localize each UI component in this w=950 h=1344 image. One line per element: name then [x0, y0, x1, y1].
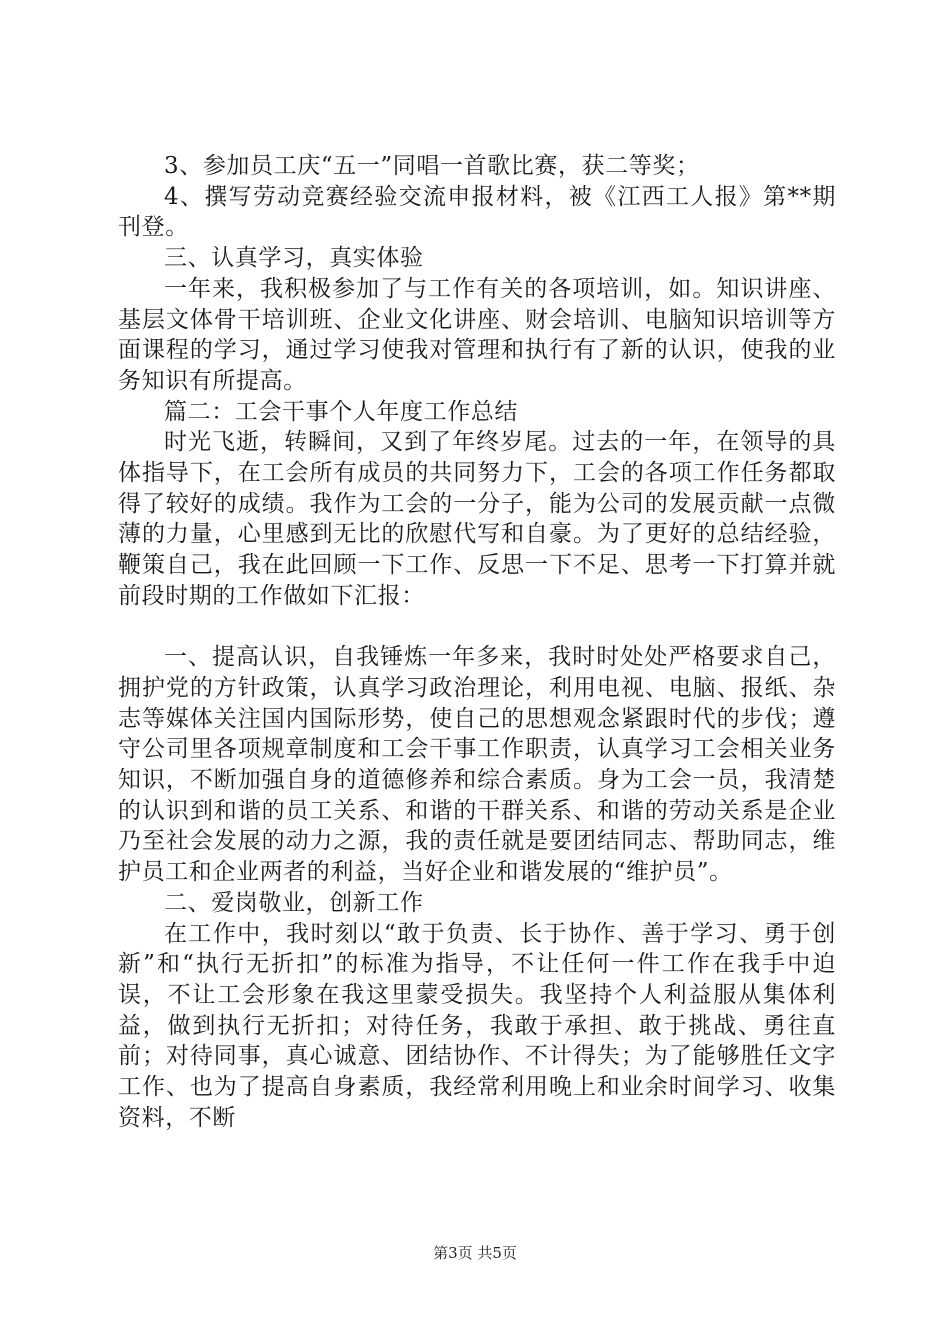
paragraph-work: 在工作中，我时刻以“敢于负责、长于协作、善于学习、勇于创新”和“执行无折扣”的标准为指导，不让任何一件工作在我手中迫误，不让工会形象在我这里蒙受损失。我坚持个人利益服从集体利益，做到执行无折扣；对待任务，我敢于承担、敢于挑战、勇往直前；对待同事，真心诚意、团结协作、不计得失；为了能够胜任文字工作、也为了提高自身素质，我经常利用晚上和业余时间学习、收集资料，不断	[118, 920, 836, 1131]
paragraph-intro: 时光飞逝，转瞬间，又到了年终岁尾。过去的一年，在领导的具体指导下，在工会所有成员的共同努力下，工会的各项工作任务都取得了较好的成绩。我作为工会的一分子，能为公司的发展贡献一点微薄的力量，心里感到无比的欣慰代写和自豪。为了更好的总结经验，鞭策自己，我在此回顾一下工作、反思一下不足、思考一下打算并就前段时期的工作做如下汇报：	[118, 429, 836, 609]
section-heading-3: 三、认真学习，真实体验	[164, 245, 424, 272]
paragraph-item-3: 3、参加员工庆“五一”同唱一首歌比赛，获二等奖；	[164, 153, 700, 179]
article-title-2: 篇二：工会干事个人年度工作总结	[164, 398, 518, 425]
page-number-footer: 第3页 共5页	[433, 1244, 517, 1262]
paragraph-item-4: 4、撰写劳动竞赛经验交流申报材料，被《江西工人报》第**期刊登。	[118, 183, 836, 241]
section-heading-2: 二、爱岗敬业，创新工作	[164, 889, 424, 916]
paragraph-training: 一年来，我积极参加了与工作有关的各项培训，如。知识讲座、基层文体骨干培训班、企业文化讲座、财会培训、电脑知识培训等方面课程的学习，通过学习使我对管理和执行有了新的认识，使我的业务知识有所提高。	[118, 275, 836, 394]
paragraph-section-1: 一、提高认识，自我锤炼一年多来，我时时处处严格要求自己，拥护党的方针政策，认真学习政治理论，利用电视、电脑、报纸、杂志等媒体关注国内国际形势，使自己的思想观念紧跟时代的步伐；遵守公司里各项规章制度和工会干事工作职责，认真学习工会相关业务知识，不断加强自身的道德修养和综合素质。身为工会一员，我清楚的认识到和谐的员工关系、和谐的干群关系、和谐的劳动关系是企业乃至社会发展的动力之源，我的责任就是要团结同志、帮助同志，维护员工和企业两者的利益，当好企业和谐发展的“维护员”。	[118, 644, 836, 886]
document-body	[118, 151, 836, 1133]
